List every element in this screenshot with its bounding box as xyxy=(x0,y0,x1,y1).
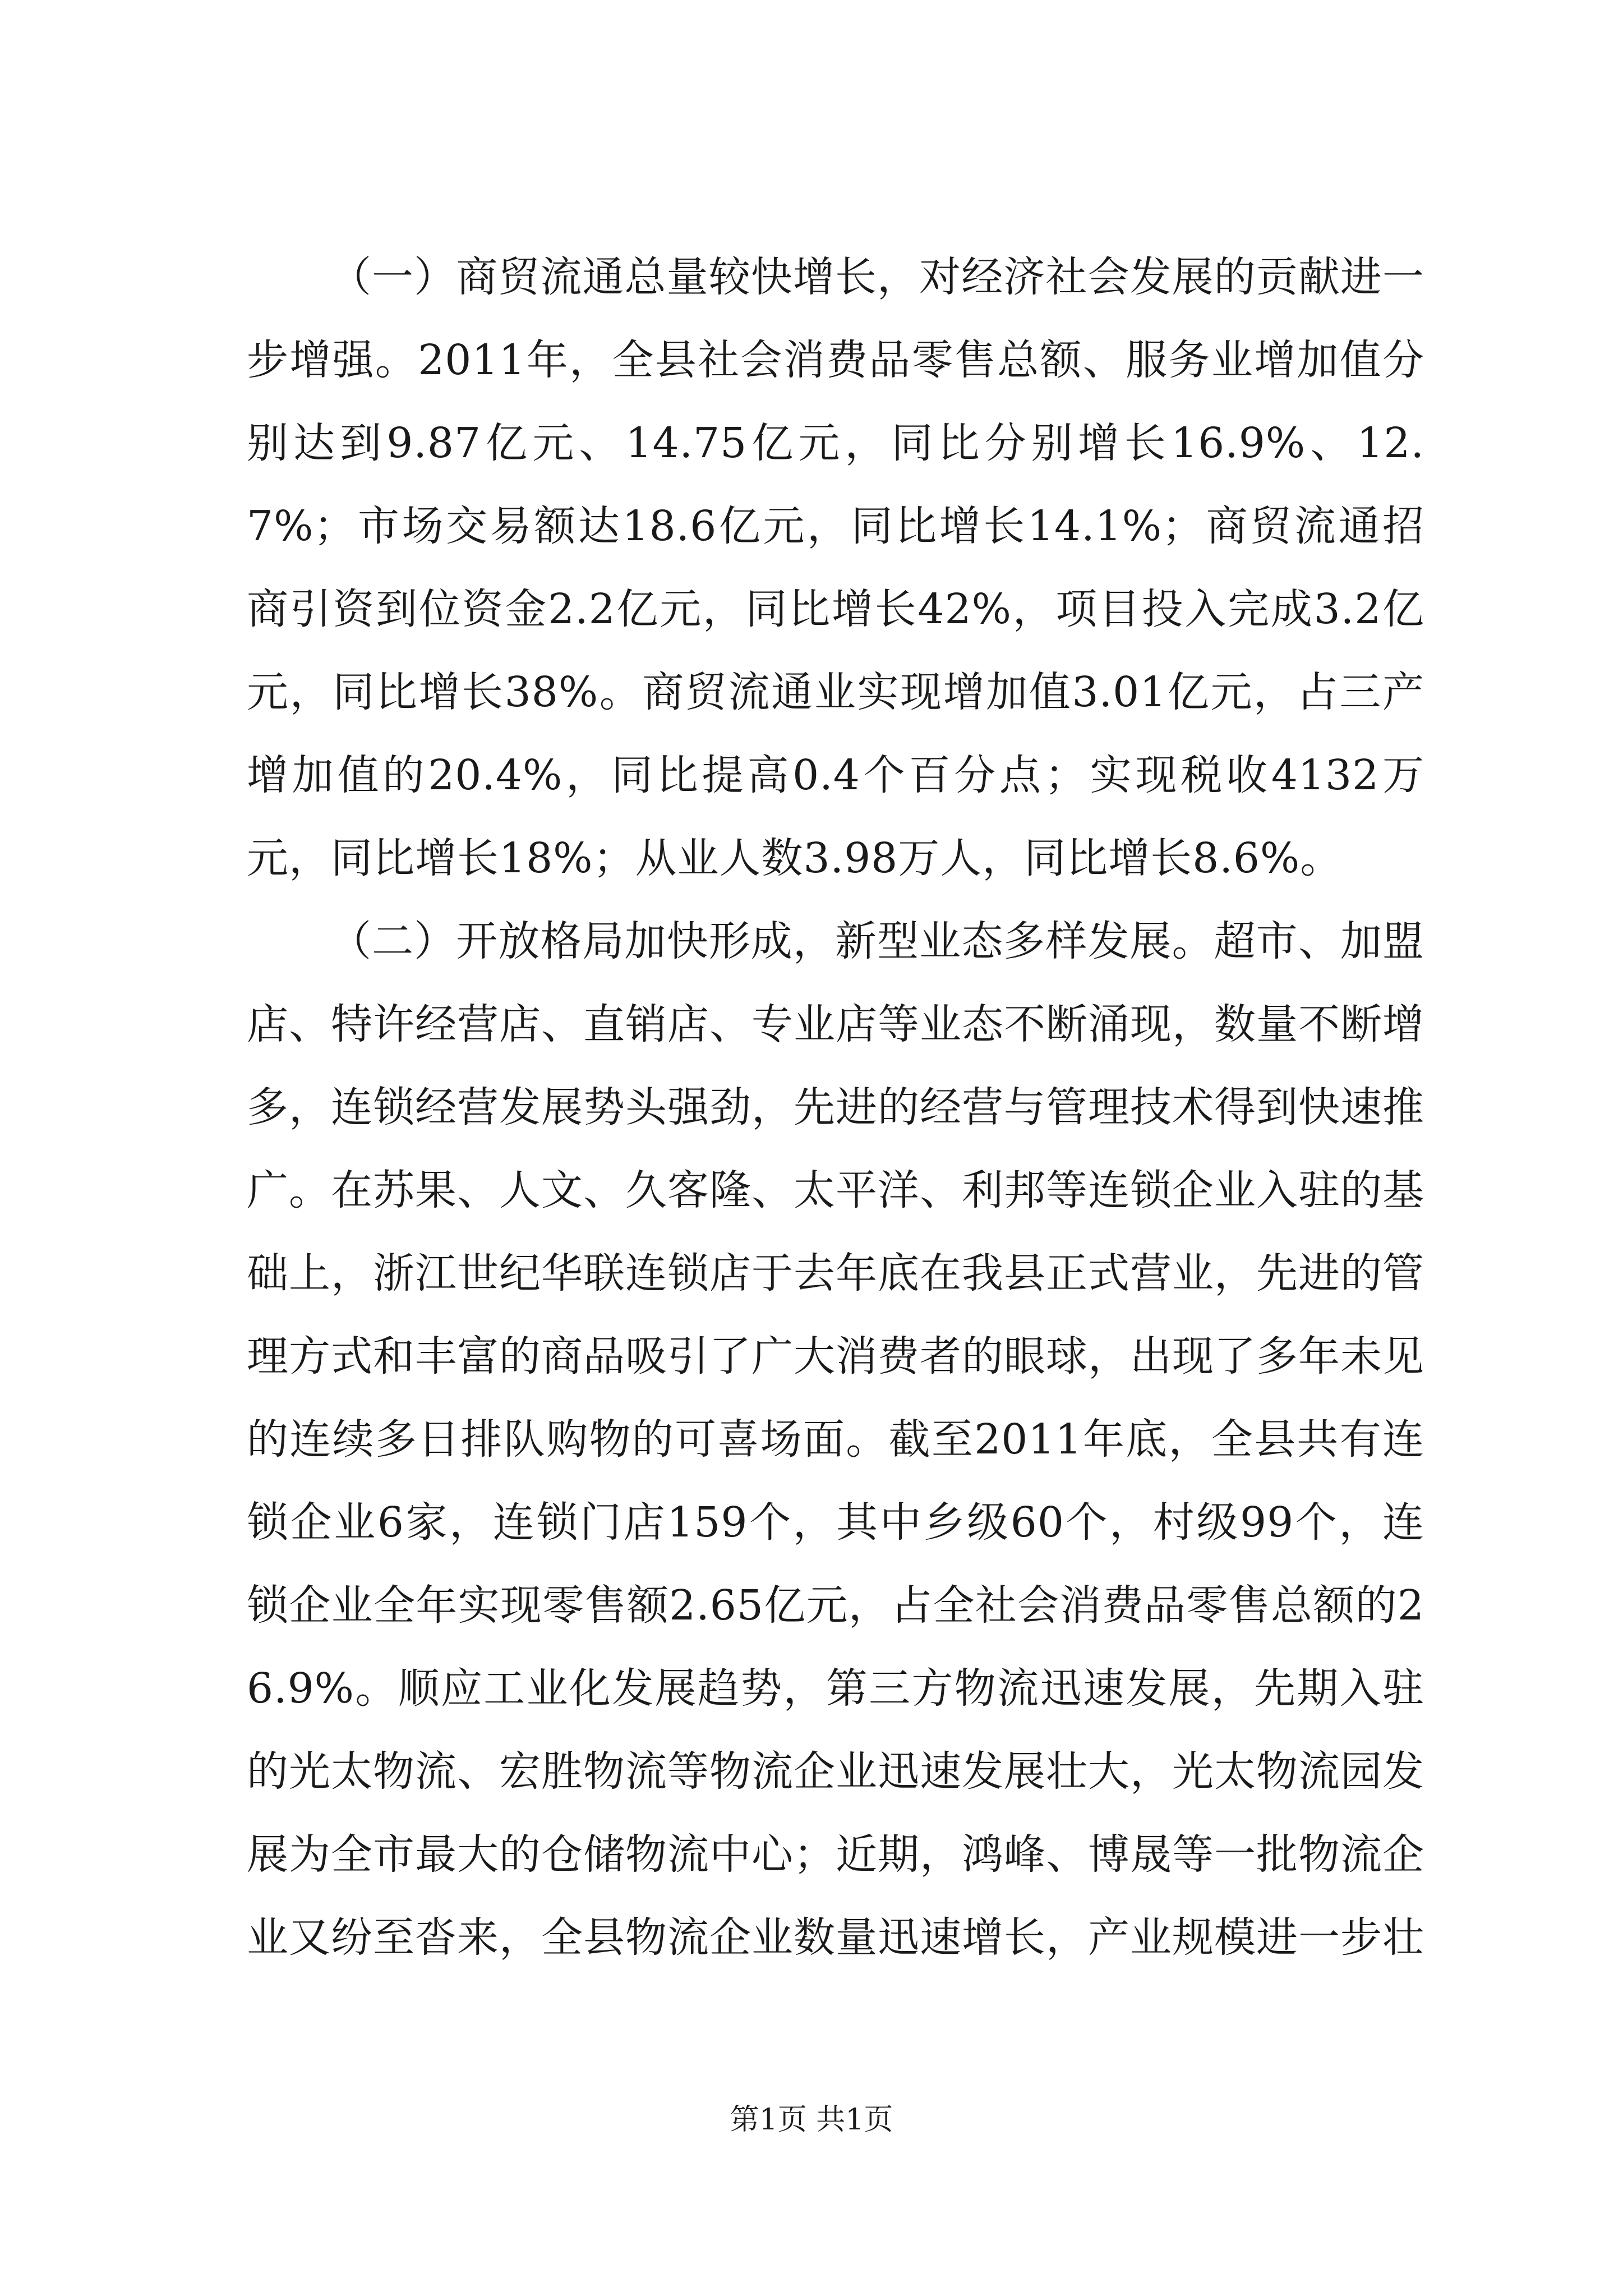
page-footer: 第1页 共1页 xyxy=(730,2103,893,2137)
document-body xyxy=(247,236,1424,1979)
paragraph-2: （二）开放格局加快形成，新型业态多样发展。超市、加盟店、特许经营店、直销店、专业店等业态不断涌现，数量不断增多，连锁经营发展势头强劲，先进的经营与管理技术得到快速推广。在苏果、人文、久客隆、太平洋、利邦等连锁企业入驻的基础上，浙江世纪华联连锁店于去年底在我县正式营业，先进的管理方式和丰富的商品吸引了广大消费者的眼球，出现了多年未见的连续多日排队购物的可喜场面。截至2011年底，全县共有连锁企业6家，连锁门店159个，其中乡级60个，村级99个，连锁企业全年实现零售额2.65亿元，占全社会消费品零售总额的26.9%。顺应工业化发展趋势，第三方物流迅速发展，先期入驻的光太物流、宏胜物流等物流企业迅速发展壮大，光太物流园发展为全市最大的仓储物流中心；近期，鸿峰、博晟等一批物流企业又纷至沓来，全县物流企业数量迅速增长，产业规模进一步壮 xyxy=(247,917,1424,1962)
paragraph-1: （一）商贸流通总量较快增长，对经济社会发展的贡献进一步增强。2011年，全县社会消费品零售总额、服务业增加值分别达到9.87亿元、14.75亿元，同比分别增长16.9%、12.7%；市场交易额达18.6亿元，同比增长14.1%；商贸流通招商引资到位资金2.2亿元，同比增长42%，项目投入完成3.2亿元，同比增长38%。商贸流通业实现增加值3.01亿元，占三产增加值的20.4%，同比提高0.4个百分点；实现税收4132万元，同比增长18%；从业人数3.98万人，同比增长8.6%。 xyxy=(247,253,1424,882)
